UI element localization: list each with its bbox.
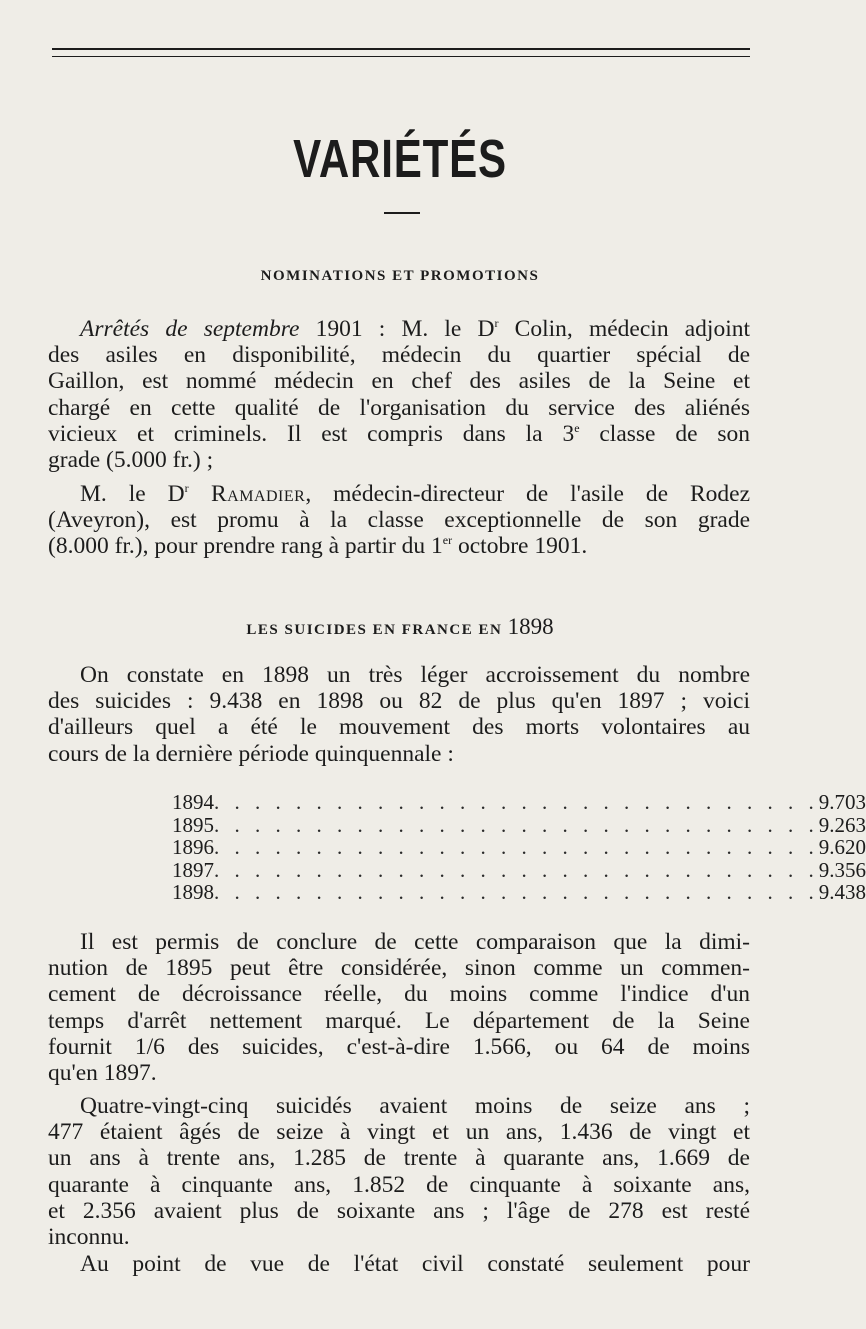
text-line: quarante à cinquante ans, 1.852 de cinquante à soixante ans, [48, 1171, 750, 1198]
text-span: Colin, médecin adjoint [498, 316, 751, 342]
superscript: r [494, 316, 499, 330]
italic-text: Arrêtés de septembre [80, 316, 300, 342]
suicides-table [172, 790, 866, 904]
text-line: Il est permis de conclure de cette comparaison que la dimi- [80, 929, 750, 955]
table-year: 1895 [172, 812, 214, 837]
text-line: grade (5.000 fr.) ; [48, 446, 214, 473]
superscript: e [574, 420, 580, 435]
dot-leader: . . . . . . . . . . . . . . . . . . . . . . . . . . . . . . [214, 790, 819, 814]
text-line: des asiles en disponibilité, médecin du quartier spécial de [48, 342, 750, 369]
table-row [172, 880, 866, 904]
text-line [48, 421, 750, 447]
text-line: Quatre-vingt-cinq suicidés avaient moins de seize ans ; [80, 1093, 750, 1119]
text-span: (8.000 fr.), pour prendre rang à partir du 1 [48, 533, 443, 560]
paragraph-suicides-intro [48, 662, 750, 767]
paragraph-nominations-colin [48, 316, 750, 473]
table-value: 9.703 [818, 790, 866, 814]
text-line: On constate en 1898 un très léger accroissement du nombre [80, 662, 750, 688]
dot-leader: . . . . . . . . . . . . . . . . . . . . . . . . . . . . . . [214, 835, 819, 859]
table-value: 9.620 [818, 835, 866, 859]
table-row [172, 857, 866, 882]
table-year: 1894 [172, 790, 214, 814]
heading-year: 1898 [507, 614, 554, 639]
text-span: octobre 1901. [452, 533, 588, 560]
superscript: er [442, 533, 453, 548]
title-divider [384, 212, 420, 214]
dot-leader: . . . . . . . . . . . . . . . . . . . . . . . . . . . . . . [214, 812, 819, 837]
text-line: qu'en 1897. [48, 1059, 157, 1086]
page-title: VARIÉTÉS [293, 129, 507, 189]
text-line: fournit 1/6 des suicides, c'est-à-dire 1.566, ou 64 de moins [48, 1033, 750, 1060]
table-value: 9.438 [818, 880, 866, 904]
table-row [172, 835, 866, 859]
paragraph-ages [48, 1093, 750, 1250]
text-line: nution de 1895 peut être considérée, sinon comme un commen- [48, 955, 750, 982]
text-line: chargé en cette qualité de l'organisation du service des aliénés [48, 394, 750, 421]
table-year: 1898 [172, 880, 214, 904]
text-span: M. le D [80, 481, 185, 507]
text-line: d'ailleurs quel a été le mouvement des morts volontaires au [48, 714, 750, 741]
table-year: 1896 [172, 835, 214, 859]
section-heading-suicides [0, 614, 800, 640]
text-line: Gaillon, est nommé médecin en chef des asiles de la Seine et [48, 368, 750, 395]
text-span: 1901 : M. le D [299, 316, 495, 342]
text-line: temps d'arrêt nettement marqué. Le département de la Seine [48, 1007, 750, 1034]
text-line: cement de décroissance réelle, du moins comme l'indice d'un [48, 981, 750, 1008]
text-line: 477 étaient âgés de seize à vingt et un ans, 1.436 de vingt et [48, 1119, 750, 1146]
paragraph-comparison [48, 929, 750, 1086]
table-value: 9.263 [818, 812, 866, 837]
dot-leader: . . . . . . . . . . . . . . . . . . . . . . . . . . . . . . [214, 857, 819, 882]
text-line: (Aveyron), est promu à la classe exceptionnelle de son grade [48, 507, 750, 534]
text-line: un ans à trente ans, 1.285 de trente à quarante ans, 1.669 de [48, 1145, 750, 1172]
table-row [172, 790, 866, 814]
text-line: cours de la dernière période quinquennale : [48, 740, 454, 767]
text-span: vicieux et criminels. Il est compris dans la 3 [48, 420, 575, 447]
table-value: 9.356 [818, 857, 866, 882]
text-line [48, 481, 750, 507]
name-smallcaps: Ramadier [188, 481, 306, 507]
dot-leader: . . . . . . . . . . . . . . . . . . . . . . . . . . . . . . [214, 880, 819, 904]
heading-text: LES SUICIDES EN FRANCE EN [246, 622, 503, 638]
text-span: , médecin-directeur de l'asile de Rodez [305, 481, 751, 507]
text-line: des suicides : 9.438 en 1898 ou 82 de plus qu'en 1897 ; voici [48, 688, 750, 715]
table-year: 1897 [172, 857, 214, 882]
text-line: Au point de vue de l'état civil constaté seulement pour [80, 1251, 750, 1277]
text-line: inconnu. [48, 1223, 130, 1250]
text-line [48, 533, 750, 559]
top-rule-thin [52, 56, 750, 57]
section-heading-nominations: NOMINATIONS ET PROMOTIONS [260, 268, 540, 284]
paragraph-nominations-ramadier [48, 481, 750, 560]
text-span: classe de son [579, 420, 751, 447]
paragraph-civil-status [48, 1251, 750, 1277]
top-rule [52, 48, 750, 50]
text-line [48, 316, 750, 342]
superscript: r [184, 481, 189, 495]
table-row [172, 812, 866, 837]
text-line: et 2.356 avaient plus de soixante ans ; l'âge de 278 est resté [48, 1197, 750, 1224]
